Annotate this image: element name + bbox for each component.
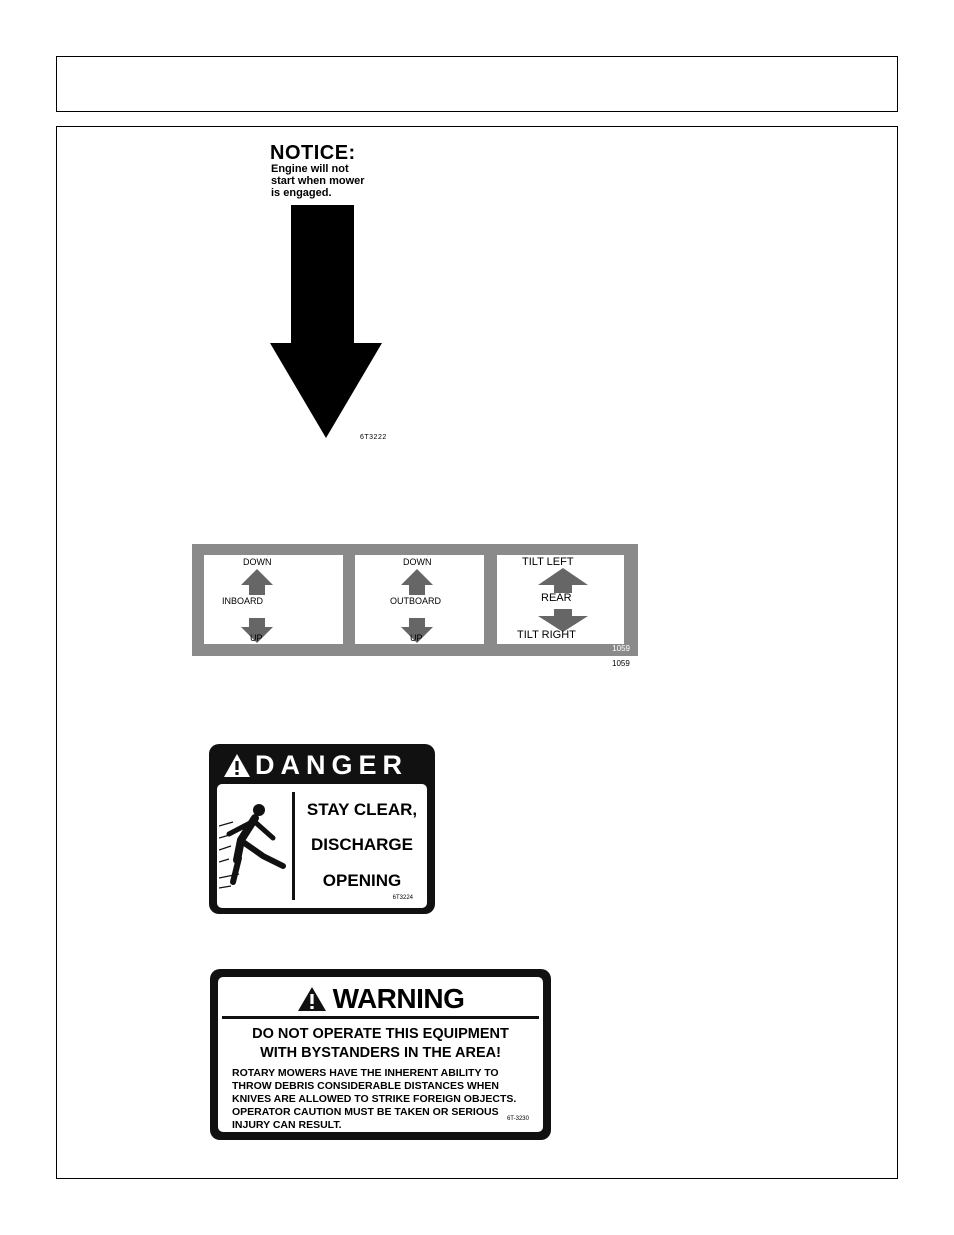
panel-label-bottom: UP xyxy=(410,633,423,643)
outboard-control-panel xyxy=(355,555,484,644)
danger-header xyxy=(223,748,408,782)
panel-label-middle: REAR xyxy=(541,592,572,604)
panel-label-middle: OUTBOARD xyxy=(390,596,442,606)
panel-label-bottom: UP xyxy=(250,633,263,643)
warning-desc-line: INJURY CAN RESULT. xyxy=(232,1119,342,1131)
danger-divider xyxy=(292,792,295,900)
panel-label-top: DOWN xyxy=(243,557,272,567)
danger-line: OPENING xyxy=(322,871,402,890)
warning-triangle-icon xyxy=(223,753,251,778)
danger-line: DISCHARGE xyxy=(310,835,413,854)
warning-header-text: WARNING xyxy=(332,982,465,1014)
danger-code: 6T3224 xyxy=(392,895,413,901)
panel-label-top: DOWN xyxy=(403,557,432,567)
person-struck-by-debris-icon xyxy=(219,798,291,898)
danger-body xyxy=(217,784,427,908)
warning-code: 6T-3230 xyxy=(506,1116,529,1122)
notice-line: start when mower xyxy=(271,175,365,187)
warning-desc-line: OPERATOR CAUTION MUST BE TAKEN OR SERIOUS xyxy=(232,1106,499,1118)
warning-description xyxy=(232,1067,532,1132)
notice-decal xyxy=(270,143,400,448)
inboard-control-panel xyxy=(204,555,343,644)
down-arrow-icon xyxy=(270,205,382,441)
danger-header-text: DANGER xyxy=(255,749,409,780)
controls-decal xyxy=(192,544,638,656)
warning-subheading xyxy=(218,1025,543,1063)
notice-text xyxy=(271,163,381,199)
notice-line: is engaged. xyxy=(271,187,332,199)
warning-sub-line: DO NOT OPERATE THIS EQUIPMENT xyxy=(252,1026,509,1042)
panel-label-bottom: TILT RIGHT xyxy=(517,629,576,641)
controls-code-inner: 1059 xyxy=(612,644,630,653)
panel-label-top: TILT LEFT xyxy=(522,556,574,568)
up-down-arrow-icon xyxy=(401,569,433,643)
warning-header xyxy=(222,981,539,1019)
up-down-arrow-icon xyxy=(241,569,273,643)
panel-label-middle: INBOARD xyxy=(222,596,264,606)
notice-code: 6T3222 xyxy=(360,434,387,441)
notice-line: Engine will not xyxy=(271,163,349,175)
controls-code-outer: 1059 xyxy=(612,659,630,668)
tilt-control-panel xyxy=(497,555,624,644)
warning-desc-line: KNIVES ARE ALLOWED TO STRIKE FOREIGN OBJECTS. xyxy=(232,1093,517,1105)
warning-decal xyxy=(210,969,551,1140)
warning-sub-line: WITH BYSTANDERS IN THE AREA! xyxy=(260,1045,501,1061)
warning-desc-line: THROW DEBRIS CONSIDERABLE DISTANCES WHEN xyxy=(232,1080,499,1092)
warning-desc-line: ROTARY MOWERS HAVE THE INHERENT ABILITY TO xyxy=(232,1067,499,1079)
page-header-box xyxy=(56,56,898,112)
warning-body xyxy=(218,977,543,1132)
danger-decal xyxy=(209,744,435,914)
warning-triangle-icon xyxy=(297,986,327,1012)
danger-line: STAY CLEAR, xyxy=(306,800,418,819)
notice-title: NOTICE: xyxy=(270,142,356,164)
